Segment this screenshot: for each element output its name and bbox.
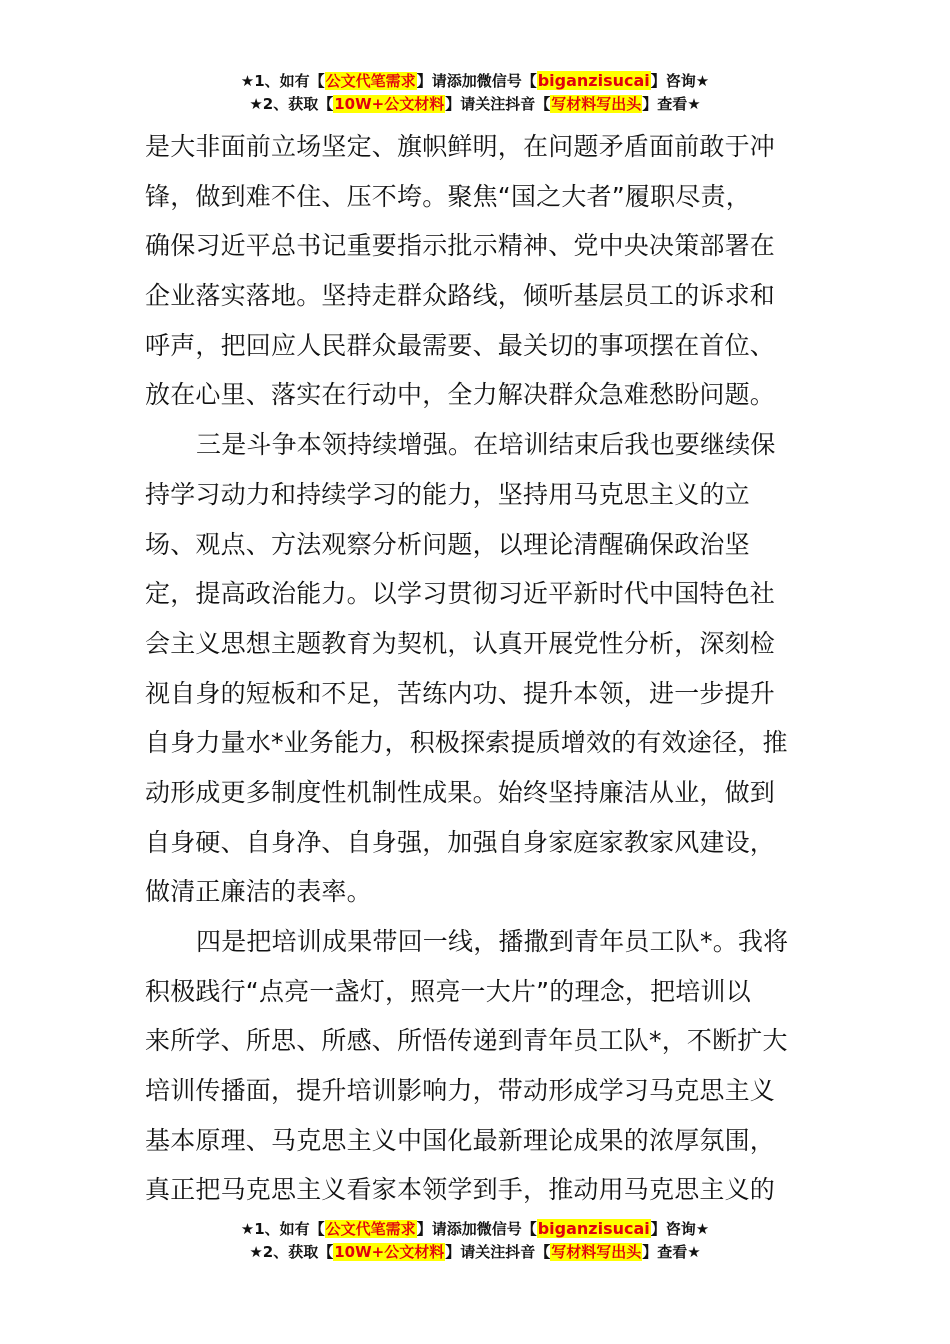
paragraph-start-line: 四是把培训成果带回一线，播撒到青年员工队*。我将 (196, 927, 789, 956)
promo-line-2-middle: 】请关注抖音【 (445, 1243, 551, 1261)
promo-line-1-suffix: 】咨询★ (650, 72, 710, 90)
body-line: 定，提高政治能力。以学习贯彻习近平新时代中国特色社 (145, 579, 776, 609)
body-line: 培训传播面，提升培训影响力，带动形成学习马克思主义 (145, 1076, 776, 1106)
promo-line-1-middle: 】请添加微信号【 (416, 1220, 537, 1238)
body-line: 视自身的短板和不足，苦练内功、提升本领，进一步提升 (145, 678, 776, 708)
promo-line-1-suffix: 】咨询★ (650, 1220, 710, 1238)
promo-line-2-highlight-materials: 10W+公文材料 (334, 95, 445, 113)
promo-line-2-prefix: ★2、获取【 (249, 95, 334, 113)
promo-line-1 (0, 1218, 950, 1241)
footer-promo-banner (0, 1218, 950, 1264)
promo-line-1-highlight-wechat: biganzisucai (537, 71, 650, 90)
promo-line-1-middle: 】请添加微信号【 (416, 72, 537, 90)
promo-line-2-highlight-materials: 10W+公文材料 (334, 1243, 445, 1261)
body-line: 呼声，把回应人民群众最需要、最关切的事项摆在首位、 (145, 330, 776, 360)
paragraph-start-line: 三是斗争本领持续增强。在培训结束后我也要继续保 (196, 430, 776, 460)
promo-line-2-prefix: ★2、获取【 (249, 1243, 334, 1261)
body-line: 积极践行“点亮一盏灯，照亮一大片”的理念，把培训以 (145, 976, 751, 1006)
promo-line-1-highlight-wechat: biganzisucai (537, 1219, 650, 1238)
body-line: 自身力量水*业务能力，积极探索提质增效的有效途径，推 (145, 728, 788, 758)
body-line: 基本原理、马克思主义中国化最新理论成果的浓厚氛围， (145, 1125, 776, 1155)
body-line: 是大非面前立场坚定、旗帜鲜明，在问题矛盾面前敢于冲 (145, 132, 776, 161)
body-line: 自身硬、自身净、自身强，加强自身家庭家教家风建设， (145, 827, 776, 857)
body-line: 来所学、所思、所感、所悟传递到青年员工队*，不断扩大 (145, 1026, 788, 1056)
promo-line-2-suffix: 】查看★ (642, 1243, 701, 1261)
header-promo-banner (0, 70, 950, 116)
body-line: 会主义思想主题教育为契机，认真开展党性分析，深刻检 (145, 628, 776, 658)
document-body (145, 122, 810, 1215)
body-line: 场、观点、方法观察分析问题，以理论清醒确保政治坚 (145, 529, 750, 559)
promo-line-1-highlight-service: 公文代笔需求 (325, 72, 416, 90)
promo-line-2-highlight-douyin: 写材料写出头 (551, 95, 642, 113)
promo-line-2-highlight-douyin: 写材料写出头 (551, 1243, 642, 1261)
body-line: 放在心里、落实在行动中，全力解决群众急难愁盼问题。 (145, 380, 776, 410)
body-line: 动形成更多制度性机制性成果。始终坚持廉洁从业，做到 (145, 777, 776, 807)
promo-line-2 (0, 93, 950, 116)
promo-line-1 (0, 70, 950, 93)
body-line: 真正把马克思主义看家本领学到手，推动用马克思主义的 (145, 1175, 776, 1205)
promo-line-1-prefix: ★1、如有【 (240, 72, 325, 90)
body-line: 确保习近平总书记重要指示批示精神、党中央决策部署在 (145, 231, 776, 261)
promo-line-1-highlight-service: 公文代笔需求 (325, 1220, 416, 1238)
promo-line-2 (0, 1241, 950, 1264)
body-line: 锋，做到难不住、压不垮。聚焦“国之大者”履职尽责， (145, 181, 751, 211)
body-line: 持学习动力和持续学习的能力，坚持用马克思主义的立 (145, 479, 750, 509)
promo-line-2-middle: 】请关注抖音【 (445, 95, 551, 113)
promo-line-1-prefix: ★1、如有【 (240, 1220, 325, 1238)
promo-line-2-suffix: 】查看★ (642, 95, 701, 113)
body-line: 企业落实落地。坚持走群众路线，倾听基层员工的诉求和 (145, 281, 776, 311)
body-line: 做清正廉洁的表率。 (145, 877, 372, 907)
